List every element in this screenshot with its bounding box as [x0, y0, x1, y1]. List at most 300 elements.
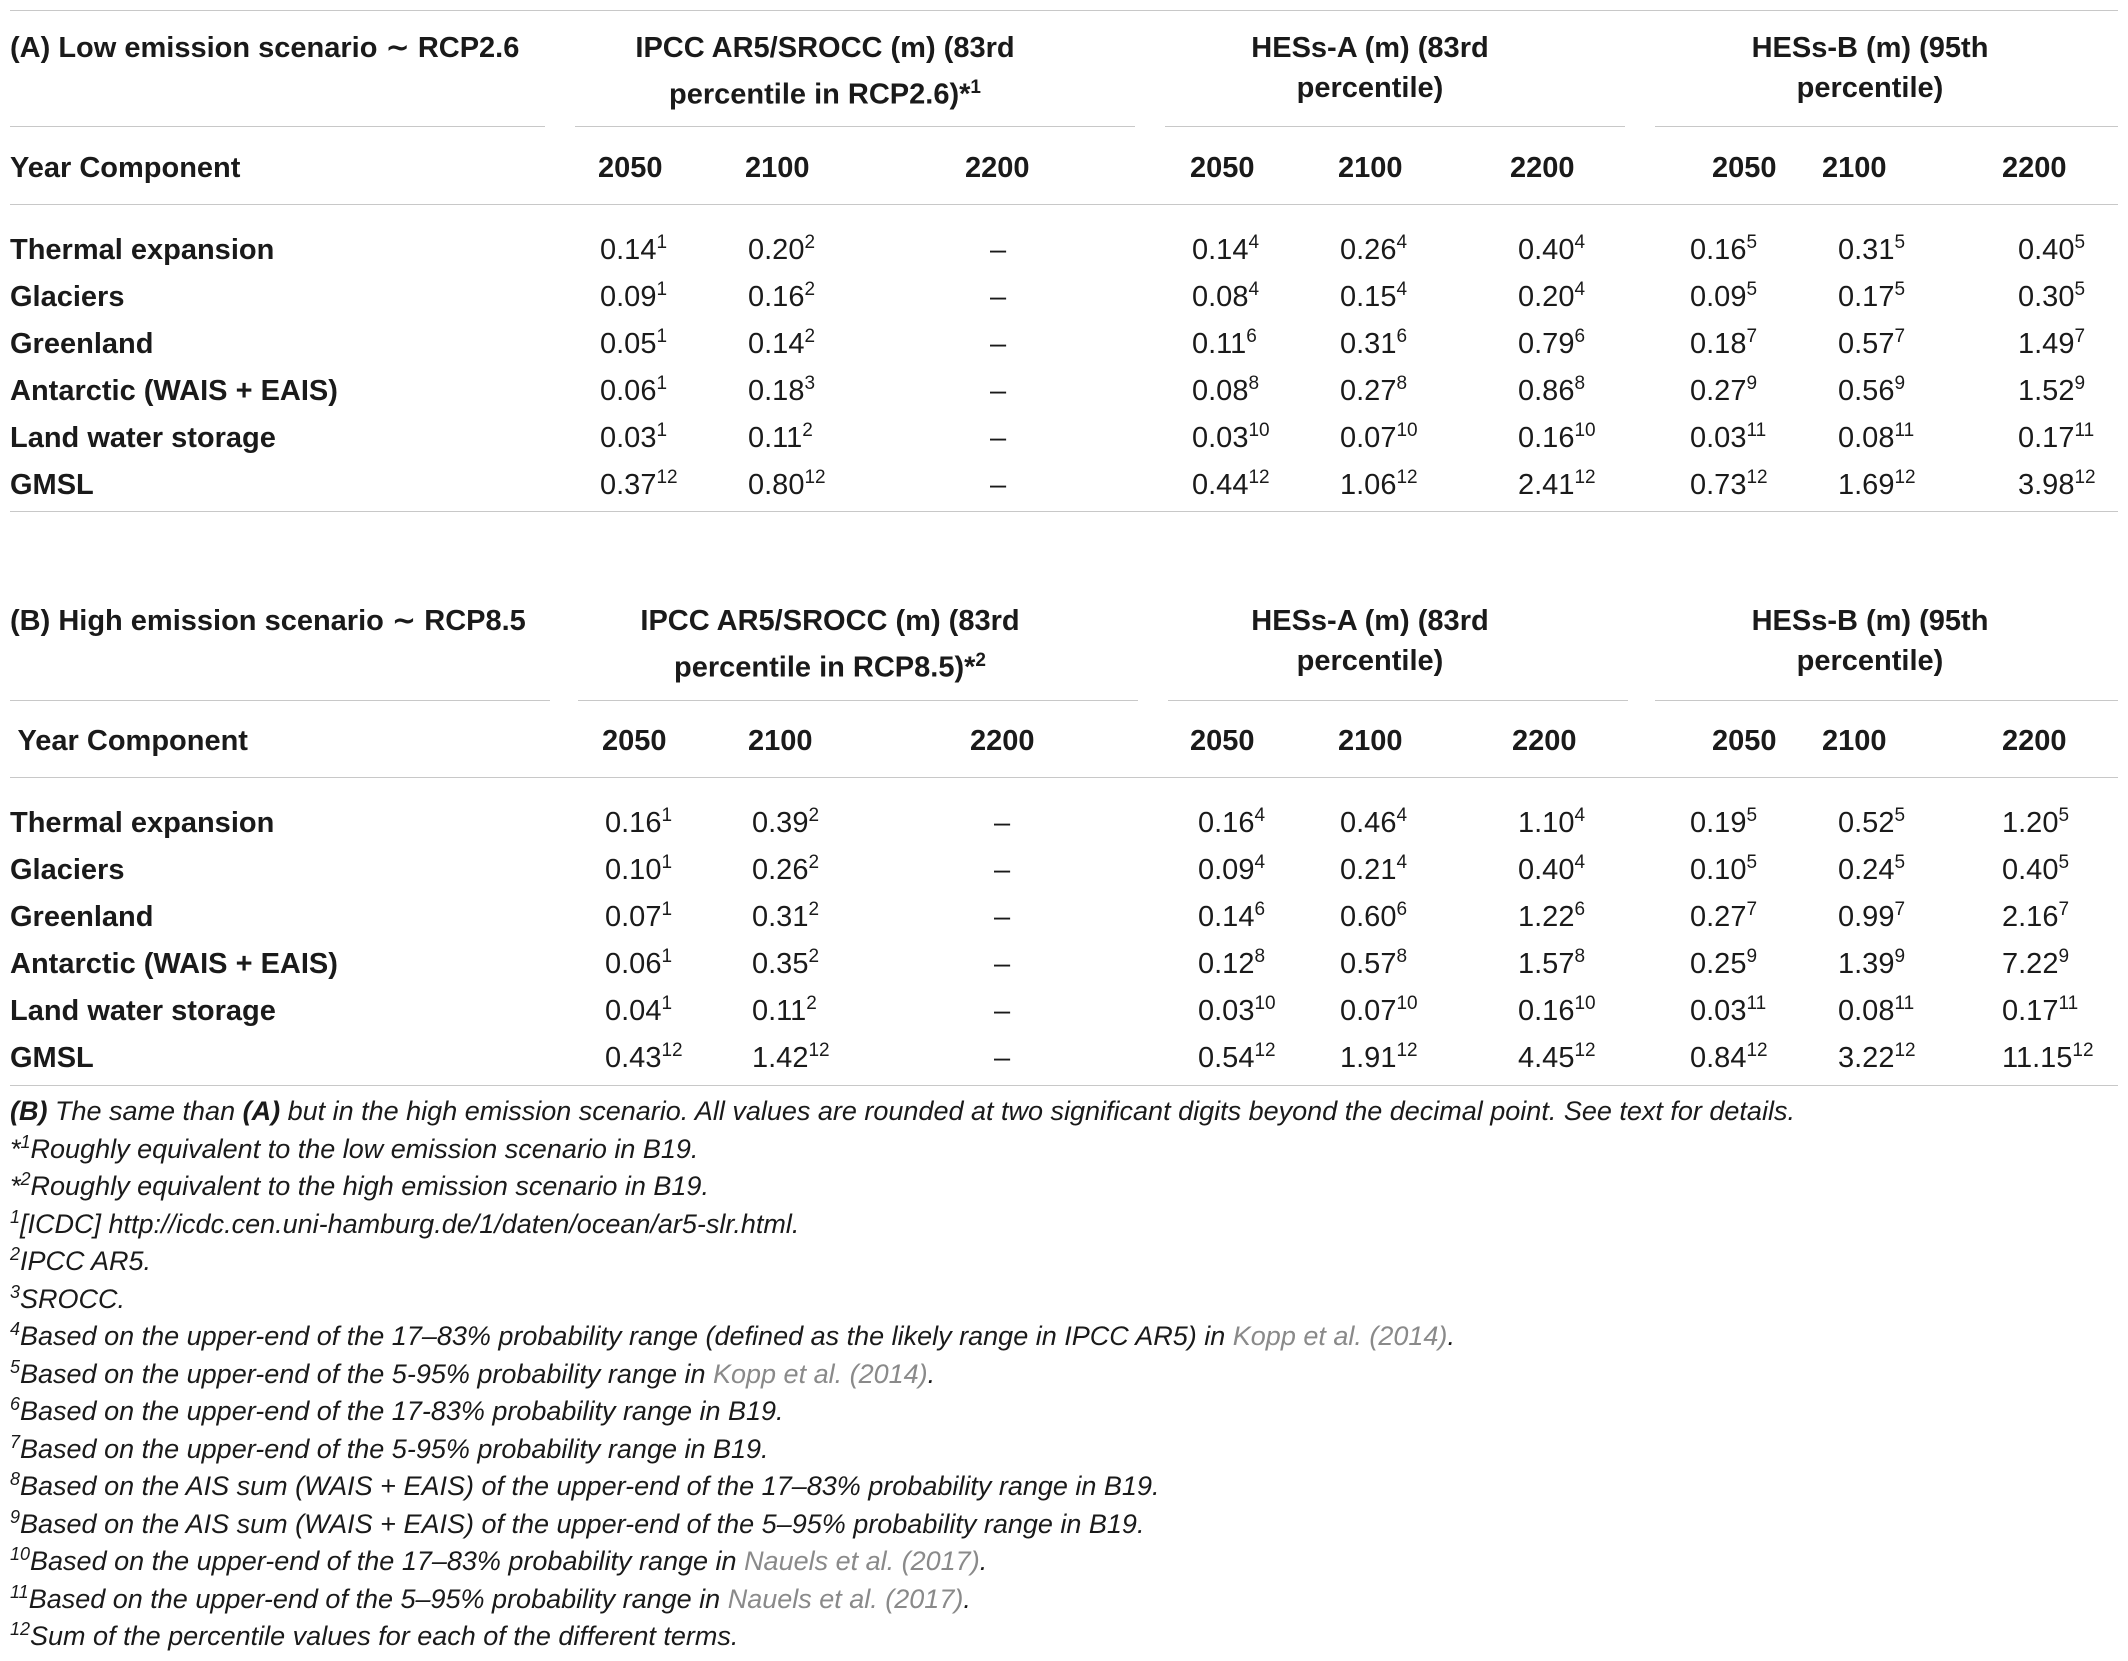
year-header: 2050	[1712, 152, 1777, 184]
table-cell	[1198, 850, 1265, 890]
table-cell	[1690, 277, 1757, 317]
cell-value: 0.54	[1198, 1042, 1255, 1074]
table-cell	[1198, 897, 1265, 937]
table-cell	[748, 277, 815, 317]
group-rule	[575, 126, 1135, 127]
table-cell	[1340, 324, 1407, 364]
cell-footnote-ref: 2	[808, 946, 820, 967]
year-header: 2050	[1712, 725, 1777, 757]
cell-footnote-ref: 7	[1746, 326, 1758, 347]
cell-footnote-ref: 12	[656, 467, 678, 488]
group-header-line: IPCC AR5/SROCC (m) (83rd	[635, 32, 1015, 64]
cell-value: 0.57	[1340, 948, 1397, 980]
cell-value: 0.26	[1340, 234, 1397, 266]
table-cell	[600, 277, 667, 317]
cell-footnote-ref: 5	[1746, 805, 1758, 826]
table-cell	[1690, 324, 1757, 364]
table-cell	[752, 803, 819, 843]
footnote-number: 2	[20, 1169, 31, 1189]
group-header-line: percentile)	[1296, 645, 1444, 677]
table-cell	[2018, 371, 2085, 411]
cell-value: 0.56	[1838, 375, 1895, 407]
cell-footnote-ref: 1	[656, 232, 668, 253]
row-label: Glaciers	[10, 854, 125, 886]
cell-value: –	[994, 1042, 1011, 1074]
table-cell	[2002, 1038, 2094, 1078]
cell-footnote-ref: 6	[1396, 899, 1408, 920]
table-cell	[1192, 371, 1259, 411]
table-cell	[752, 991, 817, 1031]
cell-value: –	[990, 469, 1007, 501]
table-cell	[2002, 897, 2069, 937]
table-cell	[752, 897, 819, 937]
cell-value: 0.06	[600, 375, 657, 407]
cell-footnote-ref: 7	[1894, 899, 1906, 920]
table-cell	[2002, 850, 2069, 890]
table-cell	[1838, 324, 1905, 364]
footnote-text: IPCC AR5.	[20, 1246, 152, 1276]
cell-footnote-ref: 12	[2072, 1040, 2094, 1061]
footnote-text: .	[963, 1583, 971, 1614]
footnote-number: 11	[10, 1581, 29, 1602]
cell-footnote-ref: 5	[1894, 805, 1906, 826]
cell-value: 2.41	[1518, 469, 1575, 501]
cell-value: 0.99	[1838, 901, 1895, 933]
cell-value: 1.39	[1838, 948, 1895, 980]
cell-value: –	[994, 807, 1011, 839]
table-cell	[1192, 277, 1259, 317]
table-cell	[1690, 897, 1757, 937]
cell-value: 0.03	[1690, 422, 1747, 454]
cell-value: 0.16	[605, 807, 662, 839]
cell-value: 0.17	[1838, 281, 1895, 313]
header-rule	[10, 204, 2118, 205]
cell-value: 0.35	[752, 948, 809, 980]
cell-value: 0.04	[605, 995, 662, 1027]
group-header-line: HESs-B (m) (95th	[1751, 605, 1989, 637]
group-rule	[1168, 700, 1628, 701]
footnote-text: Based on the upper-end of the 5-95% probability range in B19.	[20, 1433, 769, 1464]
cell-value: 0.03	[1192, 422, 1249, 454]
table-cell	[605, 803, 672, 843]
footnote-text: Based on the upper-end of the 17–83% probability range in	[30, 1546, 745, 1576]
cell-value: –	[990, 375, 1007, 407]
table-cell	[1838, 465, 1916, 505]
footnote-number: 10	[10, 1544, 31, 1564]
citation-link[interactable]: Kopp et al. (2014)	[713, 1358, 928, 1389]
cell-value: 0.08	[1838, 422, 1895, 454]
cell-value: –	[994, 948, 1011, 980]
cell-footnote-ref: 8	[1396, 946, 1408, 967]
cell-footnote-ref: 4	[1396, 805, 1408, 826]
table-cell	[1198, 803, 1265, 843]
cell-footnote-ref: 8	[1248, 373, 1260, 394]
cell-footnote-ref: 8	[1396, 373, 1408, 394]
caption-text: but in the high emission scenario. All values are rounded at two significant digits beyond the decimal point. See text for details.	[280, 1096, 1795, 1126]
cell-footnote-ref: 1	[656, 373, 668, 394]
bottom-rule	[10, 511, 2118, 512]
footnote-item	[10, 1543, 2110, 1581]
citation-link[interactable]: Nauels et al. (2017)	[744, 1546, 980, 1576]
footnote-text: .	[927, 1358, 936, 1389]
group-header-line: percentile)	[1296, 72, 1444, 104]
footnote-text: Based on the upper-end of the 5–95% probability range in	[28, 1583, 728, 1614]
cell-value: 0.44	[1192, 469, 1249, 501]
cell-footnote-ref: 4	[1396, 232, 1408, 253]
footnote-mark: *	[10, 1171, 21, 1201]
cell-footnote-ref: 9	[2058, 946, 2070, 967]
cell-footnote-ref: 5	[1894, 279, 1906, 300]
cell-footnote-ref: 12	[661, 1040, 683, 1061]
cell-value: 0.17	[2018, 422, 2075, 454]
footnote-text: Based on the AIS sum (WAIS + EAIS) of the upper-end of the 5–95% probability range in B19.	[20, 1508, 1145, 1539]
group-rule	[10, 700, 550, 701]
cell-value: 0.11	[748, 422, 803, 454]
cell-value: 0.07	[605, 901, 662, 933]
group-header-line: HESs-A (m) (83rd	[1251, 32, 1489, 64]
group-header-line: IPCC AR5/SROCC (m) (83rd	[640, 605, 1020, 637]
cell-footnote-ref: 3	[804, 373, 816, 394]
row-label: Antarctic (WAIS + EAIS)	[10, 948, 338, 980]
footnote-number: 6	[10, 1394, 21, 1414]
cell-footnote-ref: 9	[1894, 946, 1906, 967]
table-cell	[748, 324, 815, 364]
cell-value: 0.79	[1518, 328, 1575, 360]
footnote-list	[10, 1131, 2110, 1656]
cell-value: 0.60	[1340, 901, 1397, 933]
cell-footnote-ref: 6	[1574, 899, 1586, 920]
table-footnotes	[10, 1093, 2110, 1656]
cell-value: 0.40	[2002, 854, 2059, 886]
table-cell	[990, 230, 1006, 270]
cell-value: 1.10	[1518, 807, 1575, 839]
table-cell	[990, 277, 1006, 317]
table-cell	[1340, 465, 1418, 505]
cell-value: 0.14	[1198, 901, 1255, 933]
table-cell	[990, 418, 1006, 458]
row-label: GMSL	[10, 1042, 94, 1074]
cell-value: 1.52	[2018, 375, 2075, 407]
year-header: 2050	[1190, 152, 1255, 184]
cell-value: 1.57	[1518, 948, 1575, 980]
row-label: Greenland	[10, 901, 154, 933]
cell-footnote-ref: 12	[1574, 1040, 1596, 1061]
cell-footnote-ref: 12	[1248, 467, 1270, 488]
year-header: 2200	[1510, 152, 1575, 184]
cell-value: 0.31	[1340, 328, 1397, 360]
cell-value: 0.84	[1690, 1042, 1747, 1074]
footnote-number: 5	[10, 1356, 21, 1377]
cell-value: 0.20	[1518, 281, 1575, 313]
table-cell	[1518, 230, 1585, 270]
cell-footnote-ref: 10	[1396, 420, 1418, 441]
table-cell	[1690, 1038, 1768, 1078]
header-rule	[10, 777, 2118, 778]
footnote-text: .	[979, 1546, 988, 1576]
cell-footnote-ref: 12	[804, 467, 826, 488]
table-cell	[1340, 944, 1407, 984]
table-cell	[752, 1038, 830, 1078]
cell-footnote-ref: 2	[804, 326, 816, 347]
cell-value: –	[990, 328, 1007, 360]
cell-footnote-ref: 11	[1894, 420, 1915, 441]
footnote-number: 1	[20, 1131, 31, 1152]
footnote-text: Roughly equivalent to the low emission scenario in B19.	[30, 1133, 699, 1164]
table-cell	[1518, 1038, 1596, 1078]
cell-value: 0.21	[1340, 854, 1397, 886]
year-header: 2100	[1822, 725, 1887, 757]
cell-footnote-ref: 12	[1254, 1040, 1276, 1061]
cell-footnote-ref: 11	[2074, 420, 2095, 441]
table-cell	[2002, 944, 2069, 984]
table-caption	[10, 1093, 2110, 1131]
cell-footnote-ref: 1	[661, 899, 673, 920]
footnote-text: Based on the upper-end of the 17-83% probability range in B19.	[20, 1396, 784, 1426]
cell-value: –	[994, 901, 1011, 933]
table-cell	[2018, 465, 2096, 505]
table-cell	[748, 230, 815, 270]
cell-footnote-ref: 2	[804, 232, 816, 253]
table-cell	[1838, 897, 1905, 937]
cell-value: 0.14	[600, 234, 657, 266]
table-cell	[1340, 230, 1407, 270]
cell-footnote-ref: 12	[1746, 467, 1768, 488]
citation-link[interactable]: Nauels et al. (2017)	[727, 1583, 964, 1614]
cell-value: 0.07	[1340, 422, 1397, 454]
group-header-hess-a	[1140, 28, 1600, 108]
table-cell	[1838, 944, 1905, 984]
row-label: Antarctic (WAIS + EAIS)	[10, 375, 338, 407]
table-cell	[1192, 418, 1270, 458]
cell-footnote-ref: 1	[661, 993, 673, 1014]
cell-value: –	[990, 422, 1007, 454]
group-rule	[578, 700, 1138, 701]
table-cell	[1690, 944, 1757, 984]
table-cell	[1518, 944, 1585, 984]
cell-footnote-ref: 12	[808, 1040, 830, 1061]
row-label: Thermal expansion	[10, 234, 275, 266]
table-cell	[605, 944, 672, 984]
table-cell	[1690, 803, 1757, 843]
cell-footnote-ref: 6	[1396, 326, 1408, 347]
cell-footnote-ref: 12	[1396, 1040, 1418, 1061]
footnote-mark: *	[10, 1133, 21, 1164]
table-cell	[1838, 277, 1905, 317]
cell-footnote-ref: 5	[2058, 805, 2070, 826]
table-cell	[605, 897, 672, 937]
row-label: Land water storage	[10, 422, 276, 454]
table-cell	[990, 324, 1006, 364]
group-header-text: percentile in RCP8.5)*	[674, 651, 976, 684]
cell-value: 0.24	[1838, 854, 1895, 886]
footnote-number: 4	[10, 1319, 21, 1339]
cell-footnote-ref: 5	[1746, 232, 1758, 253]
cell-value: 0.46	[1340, 807, 1397, 839]
section-title: (A) Low emission scenario ∼ RCP2.6	[10, 32, 520, 64]
table-cell	[1340, 418, 1418, 458]
cell-footnote-ref: 5	[2058, 852, 2070, 873]
cell-footnote-ref: 4	[1254, 852, 1266, 873]
cell-footnote-ref: 8	[1574, 946, 1586, 967]
group-rule	[1655, 126, 2118, 127]
cell-value: 0.31	[752, 901, 809, 933]
table-cell	[1340, 1038, 1418, 1078]
cell-value: –	[994, 995, 1011, 1027]
cell-footnote-ref: 8	[1254, 946, 1266, 967]
cell-value: 0.30	[2018, 281, 2075, 313]
cell-value: 1.06	[1340, 469, 1397, 501]
cell-footnote-ref: 11	[1746, 993, 1767, 1014]
cell-value: 0.18	[748, 375, 805, 407]
year-header: 2200	[2002, 725, 2067, 757]
cell-footnote-ref: 12	[1396, 467, 1418, 488]
year-header: 2100	[1338, 725, 1403, 757]
cell-value: 0.19	[1690, 807, 1747, 839]
table-cell	[1518, 465, 1596, 505]
cell-value: 0.40	[1518, 234, 1575, 266]
cell-footnote-ref: 7	[1746, 899, 1758, 920]
year-header: 2200	[965, 152, 1030, 184]
table-cell	[1518, 850, 1585, 890]
year-component-header: Year Component	[10, 725, 248, 757]
footnote-number: 9	[10, 1506, 21, 1527]
row-label: Thermal expansion	[10, 807, 275, 839]
table-cell	[994, 850, 1010, 890]
footnote-text: [ICDC] http://icdc.cen.uni-hamburg.de/1/daten/ocean/ar5-slr.html.	[20, 1208, 800, 1239]
table-cell	[1192, 324, 1257, 364]
table-cell	[1198, 1038, 1276, 1078]
table-cell	[2002, 991, 2078, 1031]
table-cell	[2018, 324, 2085, 364]
table-cell	[2018, 418, 2094, 458]
group-rule	[10, 126, 545, 127]
cell-value: 2.16	[2002, 901, 2059, 933]
cell-footnote-ref: 8	[1574, 373, 1586, 394]
table-cell	[1838, 371, 1905, 411]
table-cell	[1518, 897, 1585, 937]
cell-value: 0.03	[600, 422, 657, 454]
cell-footnote-ref: 2	[802, 420, 813, 441]
table-cell	[1518, 371, 1585, 411]
cell-footnote-ref: 5	[2074, 232, 2086, 253]
footnote-number: 8	[10, 1469, 21, 1489]
cell-footnote-ref: 5	[1746, 852, 1758, 873]
cell-value: 0.16	[748, 281, 805, 313]
cell-value: 0.16	[1690, 234, 1747, 266]
cell-footnote-ref: 4	[1574, 279, 1586, 300]
table-cell	[1192, 465, 1270, 505]
cell-footnote-ref: 10	[1254, 993, 1276, 1014]
table-cell	[1690, 418, 1766, 458]
cell-value: 0.73	[1690, 469, 1747, 501]
table-cell	[1838, 230, 1905, 270]
cell-value: 0.16	[1518, 995, 1575, 1027]
cell-footnote-ref: 9	[1746, 373, 1758, 394]
year-component-header: Year Component	[10, 152, 241, 184]
cell-footnote-ref: 1	[661, 805, 673, 826]
cell-value: 0.15	[1340, 281, 1397, 313]
table-cell	[600, 324, 667, 364]
cell-value: 0.16	[1198, 807, 1255, 839]
cell-footnote-ref: 1	[656, 279, 668, 300]
cell-footnote-ref: 4	[1248, 279, 1260, 300]
table-cell	[1518, 418, 1596, 458]
cell-footnote-ref: 4	[1574, 805, 1586, 826]
cell-footnote-ref: 11	[2058, 993, 2079, 1014]
table-cell	[2018, 277, 2085, 317]
cell-value: 0.09	[600, 281, 657, 313]
table-cell	[605, 850, 672, 890]
year-header: 2200	[1512, 725, 1577, 757]
cell-value: 1.69	[1838, 469, 1895, 501]
group-header-line	[560, 641, 1100, 688]
cell-value: 0.39	[752, 807, 809, 839]
group-header-sup: 2	[975, 650, 986, 671]
cell-footnote-ref: 1	[661, 946, 673, 967]
cell-value: 0.10	[605, 854, 662, 886]
row-label: Glaciers	[10, 281, 125, 313]
cell-value: –	[994, 854, 1011, 886]
cell-value: 0.40	[1518, 854, 1575, 886]
cell-footnote-ref: 9	[1894, 373, 1906, 394]
table-cell	[994, 803, 1010, 843]
group-header-sup: 1	[970, 77, 981, 98]
table-cell	[1690, 991, 1766, 1031]
cell-footnote-ref: 1	[656, 326, 668, 347]
cell-value: 1.20	[2002, 807, 2059, 839]
cell-value: 0.27	[1340, 375, 1397, 407]
footnote-text: .	[1447, 1321, 1455, 1351]
footnote-text: SROCC.	[20, 1283, 126, 1314]
cell-value: 0.20	[748, 234, 805, 266]
cell-value: 3.98	[2018, 469, 2075, 501]
cell-value: 0.40	[2018, 234, 2075, 266]
cell-value: 0.16	[1518, 422, 1575, 454]
table-cell	[1340, 850, 1407, 890]
cell-value: 0.27	[1690, 901, 1747, 933]
cell-value: 0.06	[605, 948, 662, 980]
cell-footnote-ref: 9	[1746, 946, 1758, 967]
table-cell	[748, 371, 815, 411]
table-cell	[600, 371, 667, 411]
citation-link[interactable]: Kopp et al. (2014)	[1232, 1321, 1448, 1351]
cell-value: 0.27	[1690, 375, 1747, 407]
year-header: 2100	[745, 152, 810, 184]
group-header-line: percentile)	[1796, 72, 1944, 104]
year-header: 2200	[970, 725, 1035, 757]
group-rule	[1165, 126, 1625, 127]
cell-value: 11.15	[2002, 1042, 2073, 1074]
footnote-item	[10, 1356, 2110, 1394]
table-cell	[1690, 371, 1757, 411]
cell-value: 0.11	[1192, 328, 1247, 360]
year-header: 2100	[1822, 152, 1887, 184]
cell-value: 0.80	[748, 469, 805, 501]
group-header-hess-b	[1640, 28, 2100, 108]
group-header-line	[555, 68, 1095, 115]
cell-value: 0.05	[600, 328, 657, 360]
cell-value: 0.17	[2002, 995, 2059, 1027]
footnote-item	[10, 1168, 2110, 1206]
cell-value: 0.09	[1198, 854, 1255, 886]
cell-footnote-ref: 6	[1254, 899, 1266, 920]
cell-footnote-ref: 12	[2074, 467, 2096, 488]
cell-footnote-ref: 7	[2074, 326, 2086, 347]
cell-value: 0.03	[1690, 995, 1747, 1027]
group-header-line: HESs-A (m) (83rd	[1251, 605, 1489, 637]
table-cell	[1838, 991, 1914, 1031]
table-cell	[994, 897, 1010, 937]
